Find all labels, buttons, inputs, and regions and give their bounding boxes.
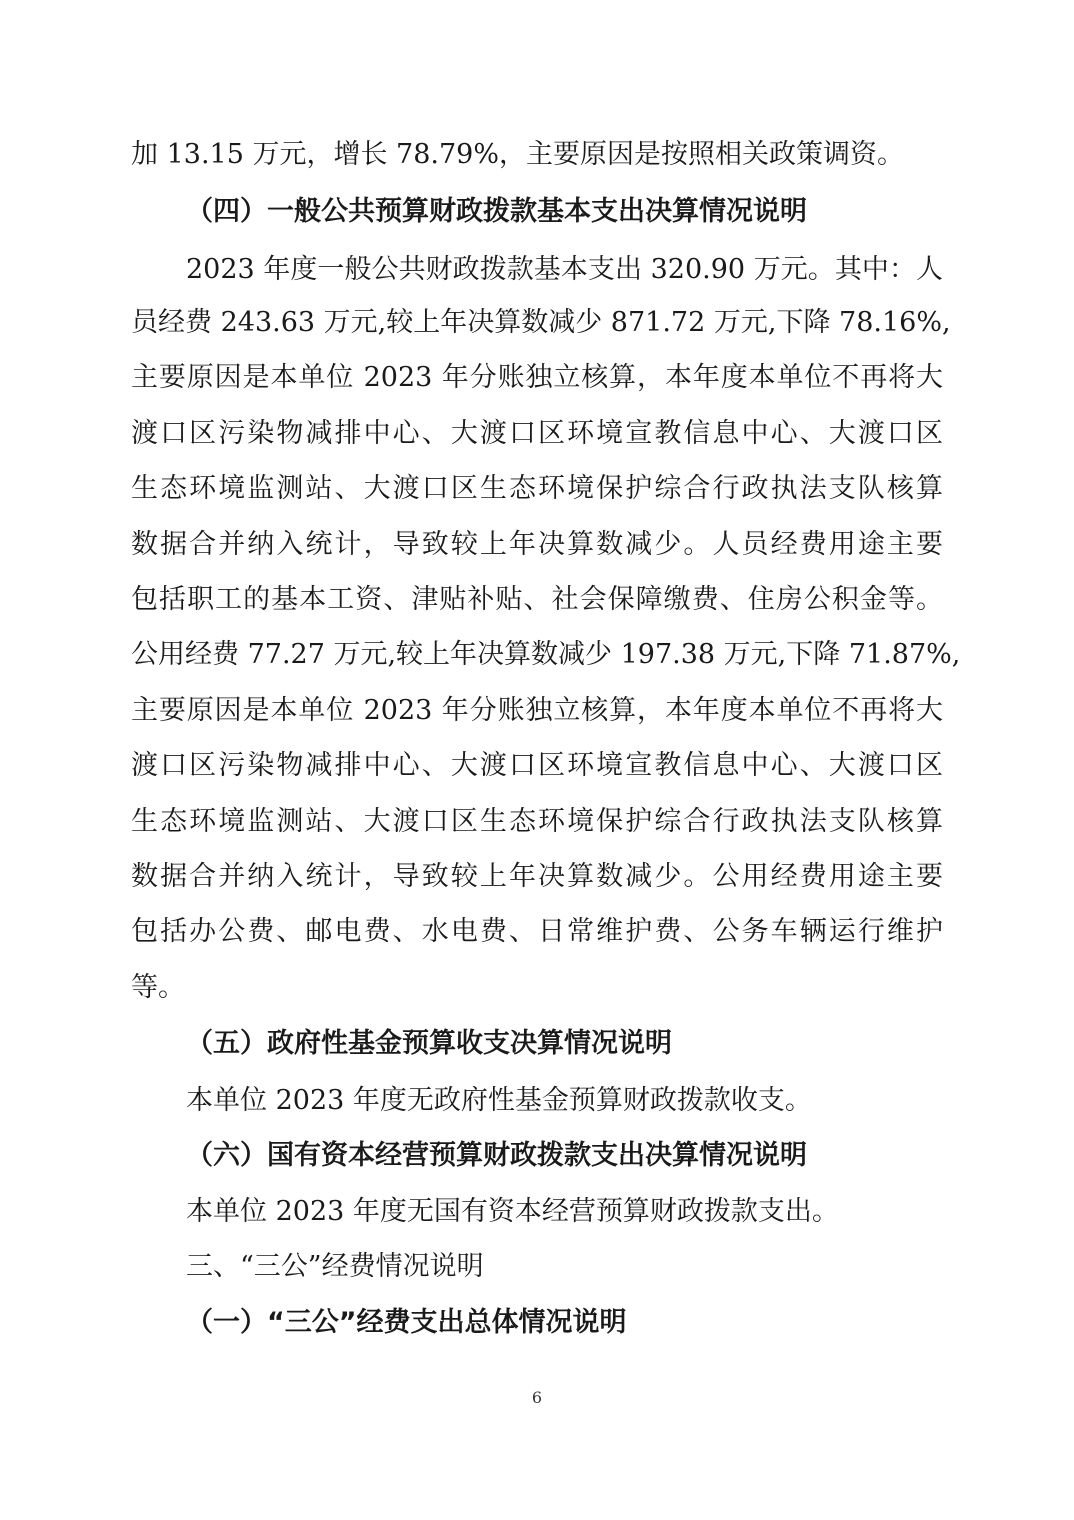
paragraph-line: 等。 — [131, 972, 185, 1003]
paragraph-line: 主要原因是本单位 2023 年分账独立核算，本年度本单位不再将大 — [131, 695, 943, 726]
paragraph-line: 加 13.15 万元，增长 78.79%，主要原因是按照相关政策调资。 — [131, 139, 904, 170]
paragraph-line: 2023 年度一般公共财政拨款基本支出 320.90 万元。其中：人 — [186, 254, 943, 285]
paragraph-line: 员经费 243.63 万元,较上年决算数减少 871.72 万元,下降 78.16%, — [131, 307, 951, 338]
paragraph-line: 包括职工的基本工资、津贴补贴、社会保障缴费、住房公积金等。 — [131, 584, 943, 615]
subsection-heading-1: （一）“三公”经费支出总体情况说明 — [186, 1307, 627, 1338]
section-heading-5: （五）政府性基金预算收支决算情况说明 — [186, 1028, 672, 1059]
paragraph-line: 渡口区污染物减排中心、大渡口区环境宣教信息中心、大渡口区 — [131, 418, 943, 449]
paragraph-line: 渡口区污染物减排中心、大渡口区环境宣教信息中心、大渡口区 — [131, 750, 943, 781]
paragraph-line: 包括办公费、邮电费、水电费、日常维护费、公务车辆运行维护 — [131, 916, 943, 947]
paragraph-line: 公用经费 77.27 万元,较上年决算数减少 197.38 万元,下降 71.87%, — [131, 639, 961, 670]
paragraph-line: 主要原因是本单位 2023 年分账独立核算，本年度本单位不再将大 — [131, 362, 943, 393]
section-heading-4: （四）一般公共预算财政拨款基本支出决算情况说明 — [186, 196, 807, 227]
paragraph-line: 数据合并纳入统计，导致较上年决算数减少。人员经费用途主要 — [131, 529, 943, 560]
paragraph-line: 本单位 2023 年度无政府性基金预算财政拨款收支。 — [186, 1085, 812, 1116]
paragraph-line: 生态环境监测站、大渡口区生态环境保护综合行政执法支队核算 — [131, 473, 943, 504]
chapter-heading-3: 三、“三公”经费情况说明 — [186, 1251, 484, 1282]
paragraph-line: 生态环境监测站、大渡口区生态环境保护综合行政执法支队核算 — [131, 806, 943, 837]
paragraph-line: 数据合并纳入统计，导致较上年决算数减少。公用经费用途主要 — [131, 861, 943, 892]
page-number: 6 — [531, 1388, 543, 1407]
paragraph-line: 本单位 2023 年度无国有资本经营预算财政拨款支出。 — [186, 1196, 839, 1227]
section-heading-6: （六）国有资本经营预算财政拨款支出决算情况说明 — [186, 1140, 807, 1171]
